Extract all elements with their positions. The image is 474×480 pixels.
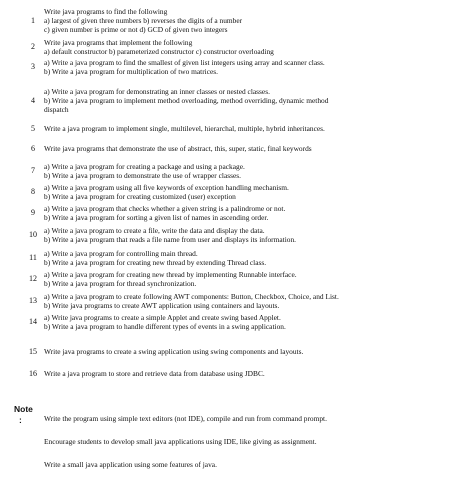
item-number: 13 [29, 296, 37, 306]
item-text [44, 313, 470, 331]
item-line: a) Write a java program to create a file, write the data and display the data. [44, 226, 265, 235]
item-line: Write a java program to implement single, multilevel, hierarchal, multiple, hybrid inheritances. [44, 124, 325, 133]
item-text [44, 87, 470, 114]
item-number: 14 [29, 317, 37, 327]
item-text [44, 292, 470, 310]
item-line: a) Write a java program to create following AWT components: Button, Checkbox, Choice, and List. [44, 292, 339, 301]
item-number: 12 [29, 274, 37, 284]
item-text [44, 347, 470, 356]
item-text [44, 162, 470, 180]
item-text [44, 7, 470, 34]
item-line: a) Write a java program using all five keywords of exception handling mechanism. [44, 183, 289, 192]
item-line: a) Write a java program for demonstrating an inner classes or nested classes. [44, 87, 270, 96]
note-line-1: Write the program using simple text editors (not IDE), compile and run from command prompt. [44, 414, 327, 423]
item-line: c) given number is prime or not d) GCD of given two integers [44, 25, 228, 35]
item-number: 6 [31, 143, 35, 153]
item-line: Write a java program to store and retrieve data from database using JDBC. [44, 369, 265, 378]
item-number: 4 [31, 95, 35, 105]
item-line: dispatch [44, 105, 69, 115]
item-text [44, 183, 470, 201]
item-line: a) Write a java program for creating a package and using a package. [44, 162, 245, 171]
item-text [44, 226, 470, 244]
item-text [44, 270, 470, 288]
item-number: 7 [31, 166, 35, 176]
item-text [44, 369, 470, 378]
item-line: b) Write a java program to demonstrate the use of wrapper classes. [44, 171, 241, 181]
item-line: b) Write a java program for multiplication of two matrices. [44, 67, 219, 77]
item-number: 3 [31, 62, 35, 72]
note-label [14, 404, 33, 426]
item-line: Write java programs to create a swing application using swing components and layouts. [44, 347, 304, 356]
item-number: 2 [31, 42, 35, 52]
item-line: Write java programs that implement the following [44, 38, 193, 47]
item-line: Write java programs that demonstrate the use of abstract, this, super, static, final keywords [44, 144, 312, 153]
note-line-3: Write a small java application using some features of java. [44, 460, 217, 469]
note-line-2: Encourage students to develop small java applications using IDE, like giving as assignment. [44, 437, 317, 446]
item-text [44, 124, 470, 133]
item-line: b) Write a java program that reads a file name from user and displays its information. [44, 235, 296, 245]
item-line: a) largest of given three numbers b) reverses the digits of a number [44, 16, 243, 26]
item-number: 5 [31, 123, 35, 133]
item-line: Write java programs to find the following [44, 7, 168, 16]
item-number: 11 [29, 253, 37, 263]
item-text [44, 144, 470, 153]
item-line: b) Write a java program for creating new thread by extending Thread class. [44, 258, 267, 268]
note-label-text: Note [14, 404, 33, 414]
item-text [44, 58, 470, 76]
item-line: a) Write a java program for controlling main thread. [44, 249, 198, 258]
item-line: a) Write a java program to find the smallest of given list integers using array and scanner class. [44, 58, 325, 67]
item-line: b) Write java programs to create AWT application using containers and layouts. [44, 301, 280, 311]
item-number: 9 [31, 208, 35, 218]
item-number: 16 [29, 368, 37, 378]
item-line: a) Write a java program for creating new thread by implementing Runnable interface. [44, 270, 297, 279]
item-line: b) Write a java program to implement method overloading, method overriding, dynamic method [44, 96, 329, 106]
item-line: b) Write a java program to handle different types of events in a swing application. [44, 322, 286, 332]
item-line: b) Write a java program for creating customized (user) exception [44, 192, 236, 202]
item-text [44, 204, 470, 222]
item-line: b) Write a java program for sorting a given list of names in ascending order. [44, 213, 269, 223]
item-number: 15 [29, 346, 37, 356]
item-text [44, 249, 470, 267]
item-line: a) default constructor b) parameterized constructor c) constructor overloading [44, 47, 274, 57]
item-line: a) Write a java program that checks whether a given string is a palindrome or not. [44, 204, 286, 213]
item-text [44, 38, 470, 56]
item-number: 8 [31, 187, 35, 197]
item-line: a) Write java programs to create a simple Applet and create swing based Applet. [44, 313, 281, 322]
item-line: b) Write a java program for thread synchronization. [44, 279, 197, 289]
item-number: 10 [29, 230, 37, 240]
item-number: 1 [31, 15, 35, 25]
note-colon: : [19, 415, 22, 425]
